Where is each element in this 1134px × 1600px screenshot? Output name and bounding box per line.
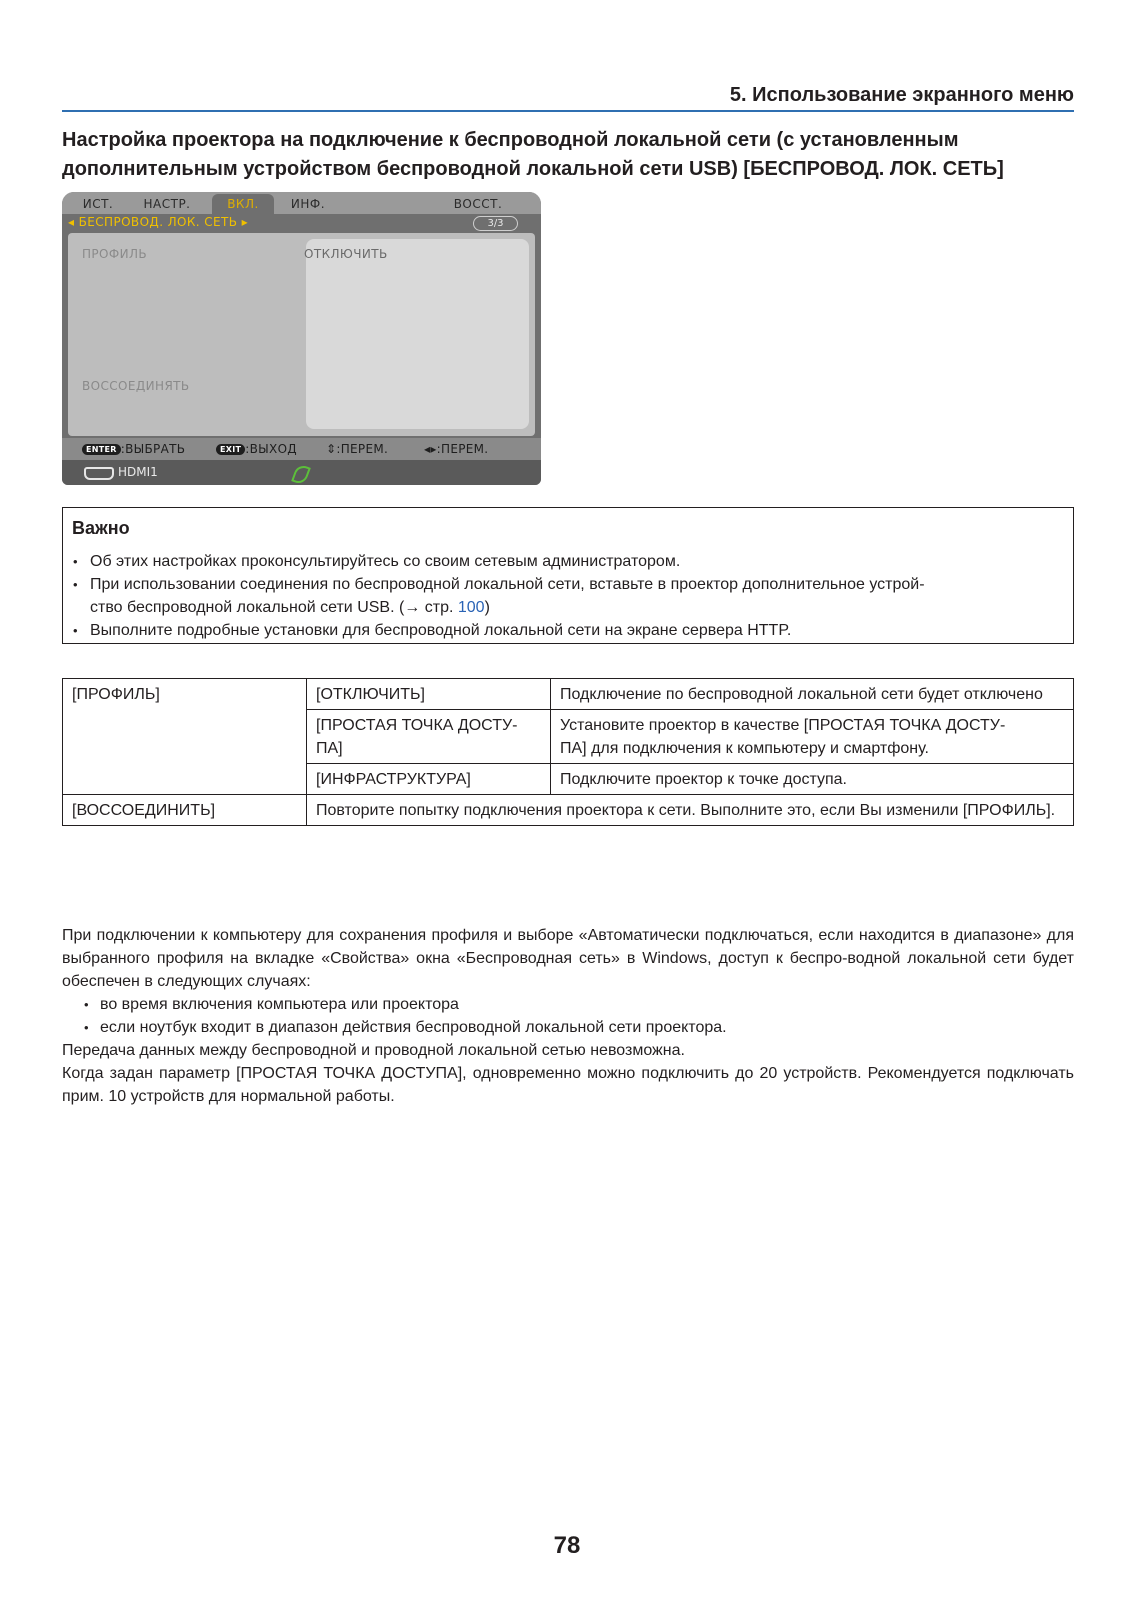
osd-source-label: HDMI1 xyxy=(118,465,158,479)
table-row xyxy=(63,679,1074,710)
osd-hint-move-horizontal: ◂▸:ПЕРЕМ. xyxy=(424,442,489,456)
table-cell-off: [ОТКЛЮЧИТЬ] xyxy=(307,679,551,710)
table-row xyxy=(63,795,1074,826)
osd-submenu-label[interactable]: ◂ БЕСПРОВОД. ЛОК. СЕТЬ ▸ xyxy=(68,215,248,229)
osd-hint-move-vertical: ⇕:ПЕРЕМ. xyxy=(326,442,389,456)
settings-table xyxy=(62,678,1074,826)
table-cell-off-desc: Подключение по беспроводной локальной сети будет отключено xyxy=(551,679,1074,710)
table-cell-simple-ap-desc-line-1: Установите проектор в качестве [ПРОСТАЯ ТОЧКА ДОСТУ- xyxy=(560,717,1006,734)
eco-leaf-icon xyxy=(291,463,311,485)
osd-menu-panel xyxy=(68,233,535,436)
important-item-3: • Выполните подробные установки для беспроводной локальной сети на экране сервера HTTP. xyxy=(72,619,1062,642)
osd-tab-reset[interactable]: ВОССТ. xyxy=(453,197,503,211)
exit-key-icon: EXIT xyxy=(216,444,245,455)
page-title-line-1: Настройка проектора на подключение к беспроводной локальной сети (с установленным xyxy=(62,129,959,151)
important-title: Важно xyxy=(72,518,130,538)
important-item-2-line-2: ство беспроводной локальной сети USB. (→ стр. xyxy=(90,599,458,616)
osd-status-bar xyxy=(62,460,541,485)
important-item-2 xyxy=(72,573,1062,619)
table-cell-reconnect: [ВОССОЕДИНИТЬ] xyxy=(63,795,307,826)
osd-menu-screenshot xyxy=(62,192,541,485)
important-item-1: • Об этих настройках проконсультируйтесь со своим сетевым администратором. xyxy=(72,550,1062,573)
osd-tab-setup[interactable]: НАСТР. xyxy=(143,197,191,211)
osd-hint-enter xyxy=(82,442,185,456)
body-paragraph-3: Когда задан параметр [ПРОСТАЯ ТОЧКА ДОСТУПА], одновременно можно подключить до 20 устройств. Рекомендуется подключать прим. 10 устройств для нормальной работы. xyxy=(62,1065,1074,1105)
body-paragraph-2: Передача данных между беспроводной и проводной локальной сетью невозможна. xyxy=(62,1042,685,1059)
osd-hint-exit-label: :ВЫХОД xyxy=(245,442,297,456)
osd-item-profile[interactable]: ПРОФИЛЬ xyxy=(82,247,148,261)
table-cell-simple-ap-line-2: ПА] xyxy=(316,740,343,757)
osd-tab-bar xyxy=(62,192,541,214)
table-cell-profile: [ПРОФИЛЬ] xyxy=(63,679,307,795)
body-list xyxy=(62,993,1074,1039)
table-cell-simple-ap xyxy=(307,710,551,764)
osd-tab-settings[interactable]: ВКЛ. xyxy=(212,194,274,214)
osd-submenu-bar xyxy=(62,214,541,232)
table-cell-simple-ap-desc-line-2: ПА] для подключения к компьютеру и смартфону. xyxy=(560,740,929,757)
osd-item-reconnect[interactable]: ВОССОЕДИНЯТЬ xyxy=(82,379,190,393)
important-item-2-close: ) xyxy=(484,599,490,616)
hdmi-icon xyxy=(84,467,114,480)
important-list xyxy=(72,550,1062,642)
section-header: 5. Использование экранного меню xyxy=(62,84,1074,112)
list-item: • во время включения компьютера или проектора xyxy=(62,993,1074,1016)
table-cell-infra-desc: Подключите проектор к точке доступа. xyxy=(551,764,1074,795)
page-title-line-2: дополнительным устройством беспроводной локальной сети USB) [БЕСПРОВОД. ЛОК. СЕТЬ] xyxy=(62,158,1004,180)
table-cell-reconnect-desc: Повторите попытку подключения проектора к сети. Выполните это, если Вы изменили [ПРОФИЛЬ]. xyxy=(307,795,1074,826)
osd-value-off[interactable]: ОТКЛЮЧИТЬ xyxy=(304,247,388,261)
osd-hint-enter-label: :ВЫБРАТЬ xyxy=(120,442,186,456)
osd-hint-bar xyxy=(62,438,541,460)
table-cell-simple-ap-line-1: [ПРОСТАЯ ТОЧКА ДОСТУ- xyxy=(316,717,518,734)
page-number: 78 xyxy=(553,1532,581,1559)
page-reference-link[interactable]: 100 xyxy=(457,599,485,616)
important-item-2-line-1: При использовании соединения по беспроводной локальной сети, вставьте в проектор дополнительное устрой- xyxy=(90,576,925,593)
enter-key-icon: ENTER xyxy=(82,444,121,455)
osd-page-indicator: 3/3 xyxy=(473,216,518,231)
table-cell-simple-ap-desc xyxy=(551,710,1074,764)
page-title xyxy=(62,126,1074,184)
osd-tab-source[interactable]: ИСТ. xyxy=(82,197,114,211)
osd-hint-exit xyxy=(216,442,297,456)
list-item: • если ноутбук входит в диапазон действия беспроводной локальной сети проектора. xyxy=(62,1016,1074,1039)
osd-tab-info[interactable]: ИНФ. xyxy=(290,197,326,211)
osd-value-box xyxy=(306,239,529,429)
body-text xyxy=(62,924,1074,1108)
table-cell-infra: [ИНФРАСТРУКТУРА] xyxy=(307,764,551,795)
body-paragraph-1: При подключении к компьютеру для сохранения профиля и выборе «Автоматически подключаться, если находится в диапазоне» для выбранного профиля на вкладке «Свойства» окна «Беспроводная сеть» в Windows, доступ к беспро-водной локальной сети будет обеспечен в следующих случаях: xyxy=(62,927,1074,990)
important-box xyxy=(62,507,1074,644)
